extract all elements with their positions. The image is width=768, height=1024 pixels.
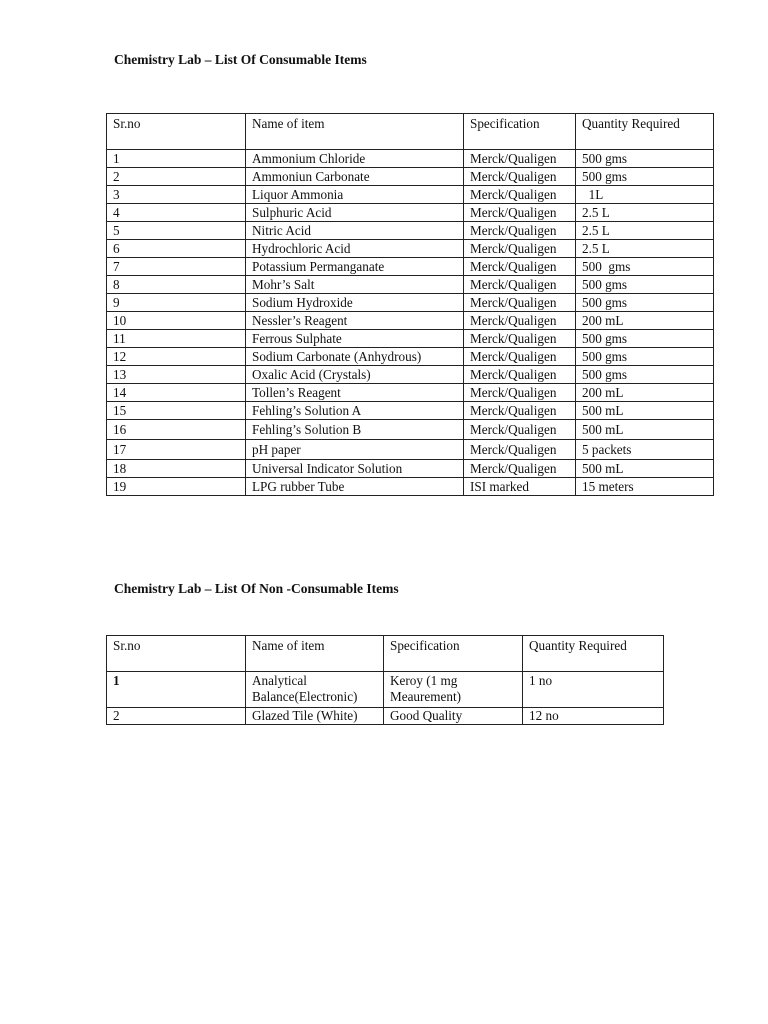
quantity-cell: 500 gms — [576, 348, 714, 366]
srno-cell: 5 — [107, 222, 246, 240]
header-cell-name: Name of item — [246, 114, 464, 150]
item-name-cell: Sulphuric Acid — [246, 204, 464, 222]
specification-cell: Keroy (1 mg Meaurement) — [384, 672, 523, 708]
table-row — [107, 366, 714, 384]
quantity-cell: 500 gms — [576, 168, 714, 186]
table-row — [107, 420, 714, 440]
table-row — [107, 204, 714, 222]
specification-cell: Merck/Qualigen — [464, 168, 576, 186]
specification-cell: Merck/Qualigen — [464, 366, 576, 384]
item-name-cell: Sodium Hydroxide — [246, 294, 464, 312]
table-row — [107, 258, 714, 276]
quantity-cell: 500 mL — [576, 460, 714, 478]
non-consumable-items-heading: Chemistry Lab – List Of Non -Consumable Items — [114, 581, 399, 596]
srno-cell: 6 — [107, 240, 246, 258]
item-name-cell: LPG rubber Tube — [246, 478, 464, 496]
quantity-cell: 500 gms — [576, 366, 714, 384]
item-name-cell: Glazed Tile (White) — [246, 708, 384, 725]
quantity-cell: 500 gms — [576, 276, 714, 294]
table-row — [107, 312, 714, 330]
item-name-cell: Tollen’s Reagent — [246, 384, 464, 402]
srno-cell: 2 — [107, 168, 246, 186]
specification-cell: Merck/Qualigen — [464, 240, 576, 258]
item-name-cell: Nessler’s Reagent — [246, 312, 464, 330]
consumable-items-heading: Chemistry Lab – List Of Consumable Items — [114, 52, 367, 67]
srno-cell: 1 — [107, 150, 246, 168]
quantity-cell: 500 gms — [576, 330, 714, 348]
srno-cell: 2 — [107, 708, 246, 725]
quantity-cell: 5 packets — [576, 440, 714, 460]
srno-cell: 3 — [107, 186, 246, 204]
item-name-cell: Fehling’s Solution A — [246, 402, 464, 420]
quantity-cell: 2.5 L — [576, 222, 714, 240]
item-name-cell: Hydrochloric Acid — [246, 240, 464, 258]
specification-cell: Merck/Qualigen — [464, 150, 576, 168]
table-row — [107, 460, 714, 478]
specification-cell: Merck/Qualigen — [464, 312, 576, 330]
srno-cell: 13 — [107, 366, 246, 384]
table-row — [107, 348, 714, 366]
quantity-cell: 200 mL — [576, 312, 714, 330]
specification-cell: Good Quality — [384, 708, 523, 725]
table-row — [107, 168, 714, 186]
specification-cell: Merck/Qualigen — [464, 222, 576, 240]
quantity-cell: 200 mL — [576, 384, 714, 402]
srno-cell: 8 — [107, 276, 246, 294]
non-consumable-items-table — [106, 635, 664, 725]
table-row — [107, 384, 714, 402]
consumable-items-table — [106, 113, 714, 496]
item-name-cell: Sodium Carbonate (Anhydrous) — [246, 348, 464, 366]
header-cell-srno: Sr.no — [107, 114, 246, 150]
specification-cell: Merck/Qualigen — [464, 276, 576, 294]
srno-cell: 10 — [107, 312, 246, 330]
quantity-cell: 1 no — [523, 672, 664, 708]
specification-cell: Merck/Qualigen — [464, 440, 576, 460]
srno-cell: 18 — [107, 460, 246, 478]
table-row — [107, 478, 714, 496]
item-name-cell: Oxalic Acid (Crystals) — [246, 366, 464, 384]
header-cell-quantity: Quantity Required — [523, 636, 664, 672]
quantity-cell: 12 no — [523, 708, 664, 725]
srno-cell: 15 — [107, 402, 246, 420]
specification-cell: ISI marked — [464, 478, 576, 496]
srno-cell: 7 — [107, 258, 246, 276]
specification-cell: Merck/Qualigen — [464, 348, 576, 366]
quantity-cell: 500 gms — [576, 294, 714, 312]
item-name-cell: Analytical Balance(Electronic) — [246, 672, 384, 708]
item-name-cell: Potassium Permanganate — [246, 258, 464, 276]
srno-cell: 14 — [107, 384, 246, 402]
item-name-cell: Ammoniun Carbonate — [246, 168, 464, 186]
item-name-cell: Nitric Acid — [246, 222, 464, 240]
srno-cell: 19 — [107, 478, 246, 496]
srno-cell: 12 — [107, 348, 246, 366]
quantity-cell: 1L — [576, 186, 714, 204]
table-row — [107, 276, 714, 294]
header-cell-specification: Specification — [384, 636, 523, 672]
table-row — [107, 708, 664, 725]
specification-cell: Merck/Qualigen — [464, 294, 576, 312]
srno-cell: 1 — [107, 672, 246, 708]
specification-cell: Merck/Qualigen — [464, 460, 576, 478]
srno-cell: 11 — [107, 330, 246, 348]
table-row — [107, 330, 714, 348]
srno-cell: 9 — [107, 294, 246, 312]
table-row — [107, 150, 714, 168]
table-row — [107, 186, 714, 204]
item-name-cell: Ammonium Chloride — [246, 150, 464, 168]
srno-cell: 17 — [107, 440, 246, 460]
table-row — [107, 440, 714, 460]
specification-cell: Merck/Qualigen — [464, 186, 576, 204]
item-name-cell: Mohr’s Salt — [246, 276, 464, 294]
quantity-cell: 2.5 L — [576, 240, 714, 258]
item-name-cell: Ferrous Sulphate — [246, 330, 464, 348]
specification-cell: Merck/Qualigen — [464, 258, 576, 276]
header-cell-specification: Specification — [464, 114, 576, 150]
table-row — [107, 222, 714, 240]
item-name-cell: pH paper — [246, 440, 464, 460]
specification-cell: Merck/Qualigen — [464, 420, 576, 440]
specification-cell: Merck/Qualigen — [464, 402, 576, 420]
quantity-cell: 500 gms — [576, 150, 714, 168]
quantity-cell: 2.5 L — [576, 204, 714, 222]
specification-cell: Merck/Qualigen — [464, 204, 576, 222]
header-cell-srno: Sr.no — [107, 636, 246, 672]
table-header-row — [107, 114, 714, 150]
quantity-cell: 500 mL — [576, 420, 714, 440]
specification-cell: Merck/Qualigen — [464, 330, 576, 348]
item-name-cell: Fehling’s Solution B — [246, 420, 464, 440]
quantity-cell: 15 meters — [576, 478, 714, 496]
table-row — [107, 294, 714, 312]
table-row — [107, 402, 714, 420]
srno-cell: 4 — [107, 204, 246, 222]
srno-cell: 16 — [107, 420, 246, 440]
specification-cell: Merck/Qualigen — [464, 384, 576, 402]
quantity-cell: 500 mL — [576, 402, 714, 420]
table-row — [107, 240, 714, 258]
table-header-row — [107, 636, 664, 672]
header-cell-name: Name of item — [246, 636, 384, 672]
item-name-cell: Universal Indicator Solution — [246, 460, 464, 478]
quantity-cell: 500 gms — [576, 258, 714, 276]
table-row — [107, 672, 664, 708]
header-cell-quantity: Quantity Required — [576, 114, 714, 150]
item-name-cell: Liquor Ammonia — [246, 186, 464, 204]
